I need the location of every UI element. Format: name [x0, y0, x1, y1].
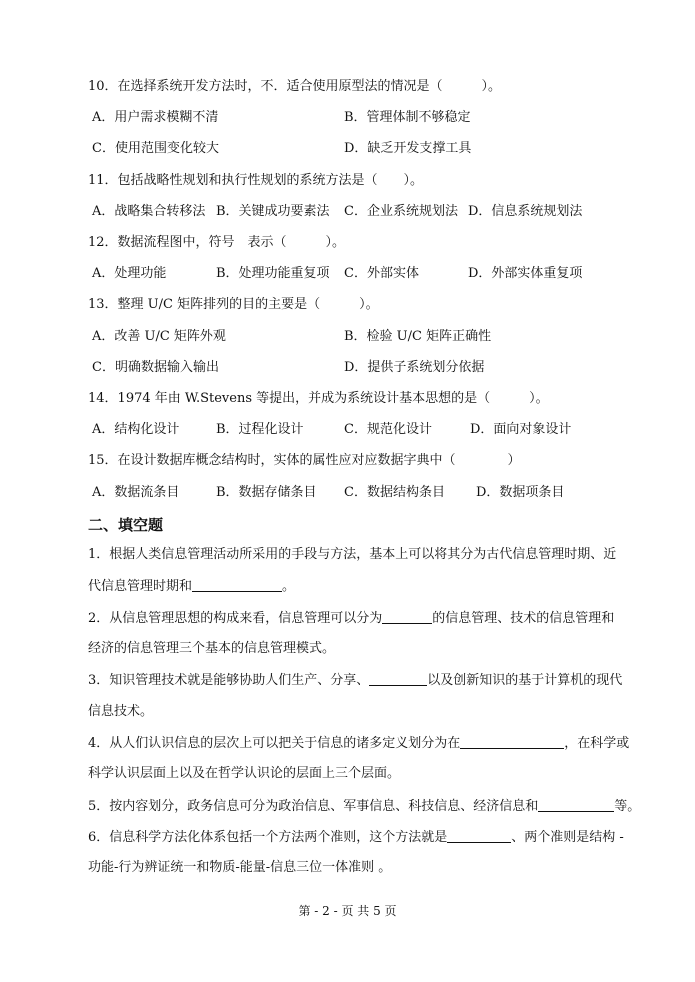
question-12-option-c: C．外部实体: [344, 266, 419, 281]
fill-question-2-text-b: 的信息管理、技术的信息管理和: [432, 611, 615, 626]
fill-question-5-line-1: [88, 798, 640, 815]
question-15-option-b: B．数据存储条目: [216, 485, 317, 500]
answer-blank-1[interactable]: [192, 578, 282, 592]
question-15-stem: 15．在设计数据库概念结构时，实体的属性应对应数据字典中（ ）: [88, 453, 521, 468]
question-10-option-b: B．管理体制不够稳定: [344, 110, 471, 125]
fill-question-4-text-a: 4．从人们认识信息的层次上可以把关于信息的诸多定义划分为在: [88, 736, 461, 751]
question-12-option-b: B．处理功能重复项: [216, 266, 330, 281]
fill-question-5-text-a: 5．按内容划分，政务信息可分为政治信息、军事信息、科技信息、经济信息和: [88, 799, 539, 814]
fill-question-1-text: 代信息管理时期和: [88, 579, 193, 594]
fill-question-1-end: 。: [282, 579, 296, 594]
fill-question-4-text-b: ，在科学或: [564, 736, 630, 751]
answer-blank-4[interactable]: [460, 735, 564, 749]
question-13-option-d: D．提供子系统划分依据: [344, 360, 485, 375]
fill-question-6-text-a: 6．信息科学方法化体系包括一个方法两个准则，这个方法就是: [88, 830, 448, 845]
fill-question-1-line-2: [88, 578, 295, 595]
fill-question-2-line-2: 经济的信息管理三个基本的信息管理模式。: [88, 641, 336, 656]
question-11-option-b: B．关键成功要素法: [216, 204, 330, 219]
answer-blank-6[interactable]: [447, 829, 511, 843]
fill-question-6-line-1: [88, 829, 624, 846]
fill-question-4-line-2: 科学认识层面上以及在哲学认识论的层面上三个层面。: [88, 766, 401, 781]
page-footer: 第 - 2 - 页 共 5 页: [298, 904, 397, 918]
answer-blank-5[interactable]: [538, 798, 614, 812]
question-15-option-a: A．数据流条目: [92, 485, 180, 500]
fill-question-6-text-b: 、两个准则是结构 -: [511, 830, 624, 845]
question-14-option-b: B．过程化设计: [216, 422, 304, 437]
question-14-stem: 14．1974 年由 W.Stevens 等提出，并成为系统设计基本思想的是（ ）。: [88, 391, 549, 406]
question-13-option-b: B．检验 U/C 矩阵正确性: [344, 329, 492, 344]
question-10-option-d: D．缺乏开发支撑工具: [344, 141, 472, 156]
fill-question-1-line-1: 1．根据人类信息管理活动所采用的手段与方法，基本上可以将其分为古代信息管理时期、近: [88, 547, 617, 562]
fill-question-6-line-2: 功能-行为辨证统一和物质-能量-信息三位一体准则 。: [88, 860, 392, 875]
fill-question-2-text-a: 2．从信息管理思想的构成来看，信息管理可以分为: [88, 611, 383, 626]
fill-question-3-text-a: 3．知识管理技术就是能够协助人们生产、分享、: [88, 673, 370, 688]
question-15-option-d: D．数据项条目: [476, 485, 565, 500]
question-11-stem: 11．包括战略性规划和执行性规划的系统方法是（ ）。: [88, 173, 424, 188]
question-14-option-c: C．规范化设计: [344, 422, 432, 437]
fill-question-2-line-1: [88, 610, 614, 627]
question-14-option-a: A．结构化设计: [92, 422, 180, 437]
question-15-option-c: C．数据结构条目: [344, 485, 445, 500]
question-12-option-d: D．外部实体重复项: [468, 266, 583, 281]
question-13-stem: 13．整理 U/C 矩阵排列的目的主要是（ ）。: [88, 297, 379, 312]
question-13-option-c: C．明确数据输入输出: [92, 360, 219, 375]
answer-blank-3[interactable]: [369, 672, 427, 686]
question-11-option-a: A．战略集合转移法: [92, 204, 206, 219]
question-11-option-c: C．企业系统规划法: [344, 204, 458, 219]
question-10-option-c: C．使用范围变化较大: [92, 141, 219, 156]
section-heading-fill-in: 二、填空题: [88, 516, 164, 534]
fill-question-5-text-b: 等。: [614, 799, 641, 814]
fill-question-4-line-1: [88, 735, 629, 752]
question-13-option-a: A．改善 U/C 矩阵外观: [92, 329, 226, 344]
answer-blank-2[interactable]: [382, 610, 432, 624]
question-12-option-a: A．处理功能: [92, 266, 167, 281]
question-10-option-a: A．用户需求模糊不清: [92, 110, 219, 125]
fill-question-3-text-b: 以及创新知识的基于计算机的现代: [427, 673, 623, 688]
question-10-stem: 10．在选择系统开发方法时，不．适合使用原型法的情况是（ ）。: [88, 79, 502, 94]
question-14-option-d: D．面向对象设计: [470, 422, 572, 437]
fill-question-3-line-2: 信息技术。: [88, 704, 154, 719]
fill-question-3-line-1: [88, 672, 622, 689]
question-12-stem: 12．数据流程图中，符号 表示（ ）。: [88, 235, 346, 250]
question-11-option-d: D．信息系统规划法: [468, 204, 583, 219]
